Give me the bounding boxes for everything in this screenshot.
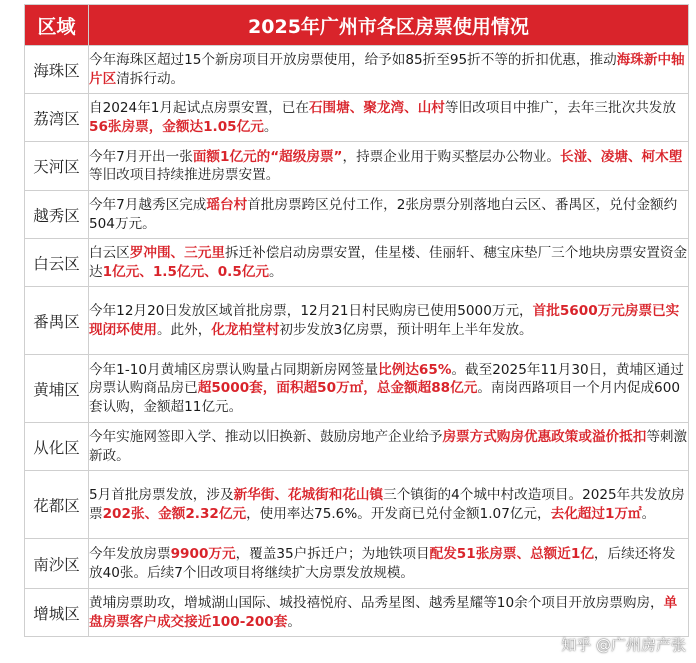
- body-text: 。截至2025年11月30日，黄埔区通过房票认购商品房已: [89, 361, 684, 397]
- source-watermark: 知乎 @广州房产张: [561, 636, 686, 654]
- highlight-text: 面额1亿元的“超级房票”: [192, 148, 343, 165]
- district-description: [89, 94, 689, 142]
- body-text: 。南岗西路项目一个月内促成600套认购，金额超11亿元。: [89, 380, 680, 415]
- district-description: [89, 191, 689, 239]
- table-row: [25, 589, 689, 637]
- district-description: [89, 355, 689, 423]
- highlight-text: 新华街、花城街和花山镇: [233, 487, 384, 503]
- body-text: 白云区: [89, 245, 130, 261]
- district-name: 番禺区: [25, 287, 89, 355]
- highlight-text: 配发51张房票、总额近1亿: [429, 546, 594, 562]
- body-text: 三个镇街的4个城中村改造项目。2025年共发放房票: [89, 487, 685, 522]
- table-row: [25, 539, 689, 589]
- table-row: [25, 287, 689, 355]
- district-name: 白云区: [25, 239, 89, 287]
- highlight-text: 化龙柏堂村: [211, 321, 280, 338]
- body-text: 首批房票跨区兑付工作，2张房票分别落地白云区、番禺区，兑付金额约504万元。: [89, 197, 678, 232]
- district-name: 荔湾区: [25, 94, 89, 142]
- district-description: [89, 589, 689, 637]
- district-name: 南沙区: [25, 539, 89, 589]
- table-row: [25, 239, 689, 287]
- body-text: 今年7月越秀区完成: [89, 197, 207, 213]
- highlight-text: 首批5600万元房票已实现闭环使用: [89, 303, 680, 338]
- body-text: ，覆盖35户拆迁户；为地铁项目: [235, 546, 430, 562]
- highlight-text: 单盘房票客户成交接近100-200套: [89, 595, 678, 630]
- body-text: 。: [268, 263, 283, 280]
- body-text: 今年海珠区超过15个新房项目开放房票使用，给予如85折至95折不等的折扣优惠，推动: [89, 52, 617, 68]
- table-row: [25, 94, 689, 142]
- highlight-text: 超5000套，面积超50万㎡，总金额超88亿元: [197, 380, 478, 397]
- district-description: [89, 46, 689, 94]
- district-name: 黄埔区: [25, 355, 89, 423]
- body-text: ，后续还将发放40张。后续7个旧改项目将继续扩大房票发放规模。: [89, 546, 676, 581]
- body-text: 今年12月20日发放区域首批房票，12月21日村民购房已使用5000万元，: [89, 303, 533, 319]
- body-text: 等刺激新政。: [89, 429, 688, 464]
- body-text: 今年7月开出一张: [89, 148, 193, 165]
- table-row: [25, 423, 689, 471]
- body-text: ，使用率达75.6%。开发商已兑付金额1.07亿元，: [246, 505, 551, 522]
- district-name: 增城区: [25, 589, 89, 637]
- district-description: [89, 423, 689, 471]
- district-description: [89, 287, 689, 355]
- body-text: 今年1-10月黄埔区房票认购量占同期新房网签量: [89, 361, 379, 378]
- district-name: 从化区: [25, 423, 89, 471]
- highlight-text: 202张、金额2.32亿元: [102, 505, 247, 522]
- body-text: 。: [287, 613, 301, 630]
- highlight-text: 比例达65%: [378, 361, 452, 378]
- body-text: 。: [263, 118, 278, 135]
- body-text: 等旧改项目持续推进房票安置。: [89, 167, 280, 183]
- body-text: 。: [641, 505, 656, 522]
- highlight-text: 海珠新中轴片区: [89, 52, 685, 87]
- district-column-header: 区域: [25, 5, 89, 46]
- district-name: 花都区: [25, 471, 89, 539]
- district-name: 天河区: [25, 142, 89, 191]
- body-text: ，持票企业用于购买整层办公物业。: [342, 148, 560, 165]
- highlight-text: 长湴、凌塘、柯木塱: [559, 148, 683, 165]
- highlight-text: 1亿元、1.5亿元、0.5亿元: [102, 263, 269, 280]
- highlight-text: 56张房票，金额达1.05亿元: [89, 118, 264, 135]
- left-margin: [0, 0, 22, 663]
- body-text: 。此外，: [156, 321, 212, 338]
- body-text: 5月首批房票发放，涉及: [89, 487, 234, 503]
- body-text: 今年发放房票: [89, 546, 171, 562]
- body-text: 黄埔房票助攻，增城湖山国际、城投禧悦府、品秀星图、越秀星耀等10余个项目开放房票购房，: [89, 595, 664, 611]
- body-text: 等旧改项目中推广，去年三批次共发放: [444, 100, 676, 116]
- table-row: [25, 191, 689, 239]
- table-row: [25, 471, 689, 539]
- district-table: [24, 4, 689, 637]
- highlight-text: 房票方式购房优惠政策或溢价抵扣: [442, 429, 647, 445]
- district-description: [89, 239, 689, 287]
- body-text: 初步发放3亿房票，预计明年上半年发放。: [279, 321, 533, 338]
- table-row: [25, 46, 689, 94]
- highlight-text: 去化超过1万㎡: [550, 505, 642, 522]
- table-title: 2025年广州市各区房票使用情况: [89, 5, 689, 46]
- highlight-text: 瑶台村: [206, 197, 248, 213]
- district-name: 海珠区: [25, 46, 89, 94]
- body-text: 自2024年1月起试点房票安置，已在: [89, 100, 309, 116]
- body-text: 清拆行动。: [116, 70, 185, 87]
- body-text: 拆迁补偿启动房票安置，佳星楼、佳丽轩、穗宝床垫厂三个地块房票安置资金达: [89, 245, 688, 280]
- district-description: [89, 471, 689, 539]
- district-description: [89, 142, 689, 191]
- table-row: [25, 355, 689, 423]
- district-description: [89, 539, 689, 589]
- body-text: 今年实施网签即入学、推动以旧换新、鼓励房地产企业给予: [89, 429, 443, 445]
- table-header-row: [25, 5, 689, 46]
- highlight-text: 9900万元: [170, 546, 236, 562]
- highlight-text: 石围塘、聚龙湾、山村: [308, 100, 445, 116]
- table-row: [25, 142, 689, 191]
- district-name: 越秀区: [25, 191, 89, 239]
- highlight-text: 罗冲围、三元里: [129, 245, 225, 261]
